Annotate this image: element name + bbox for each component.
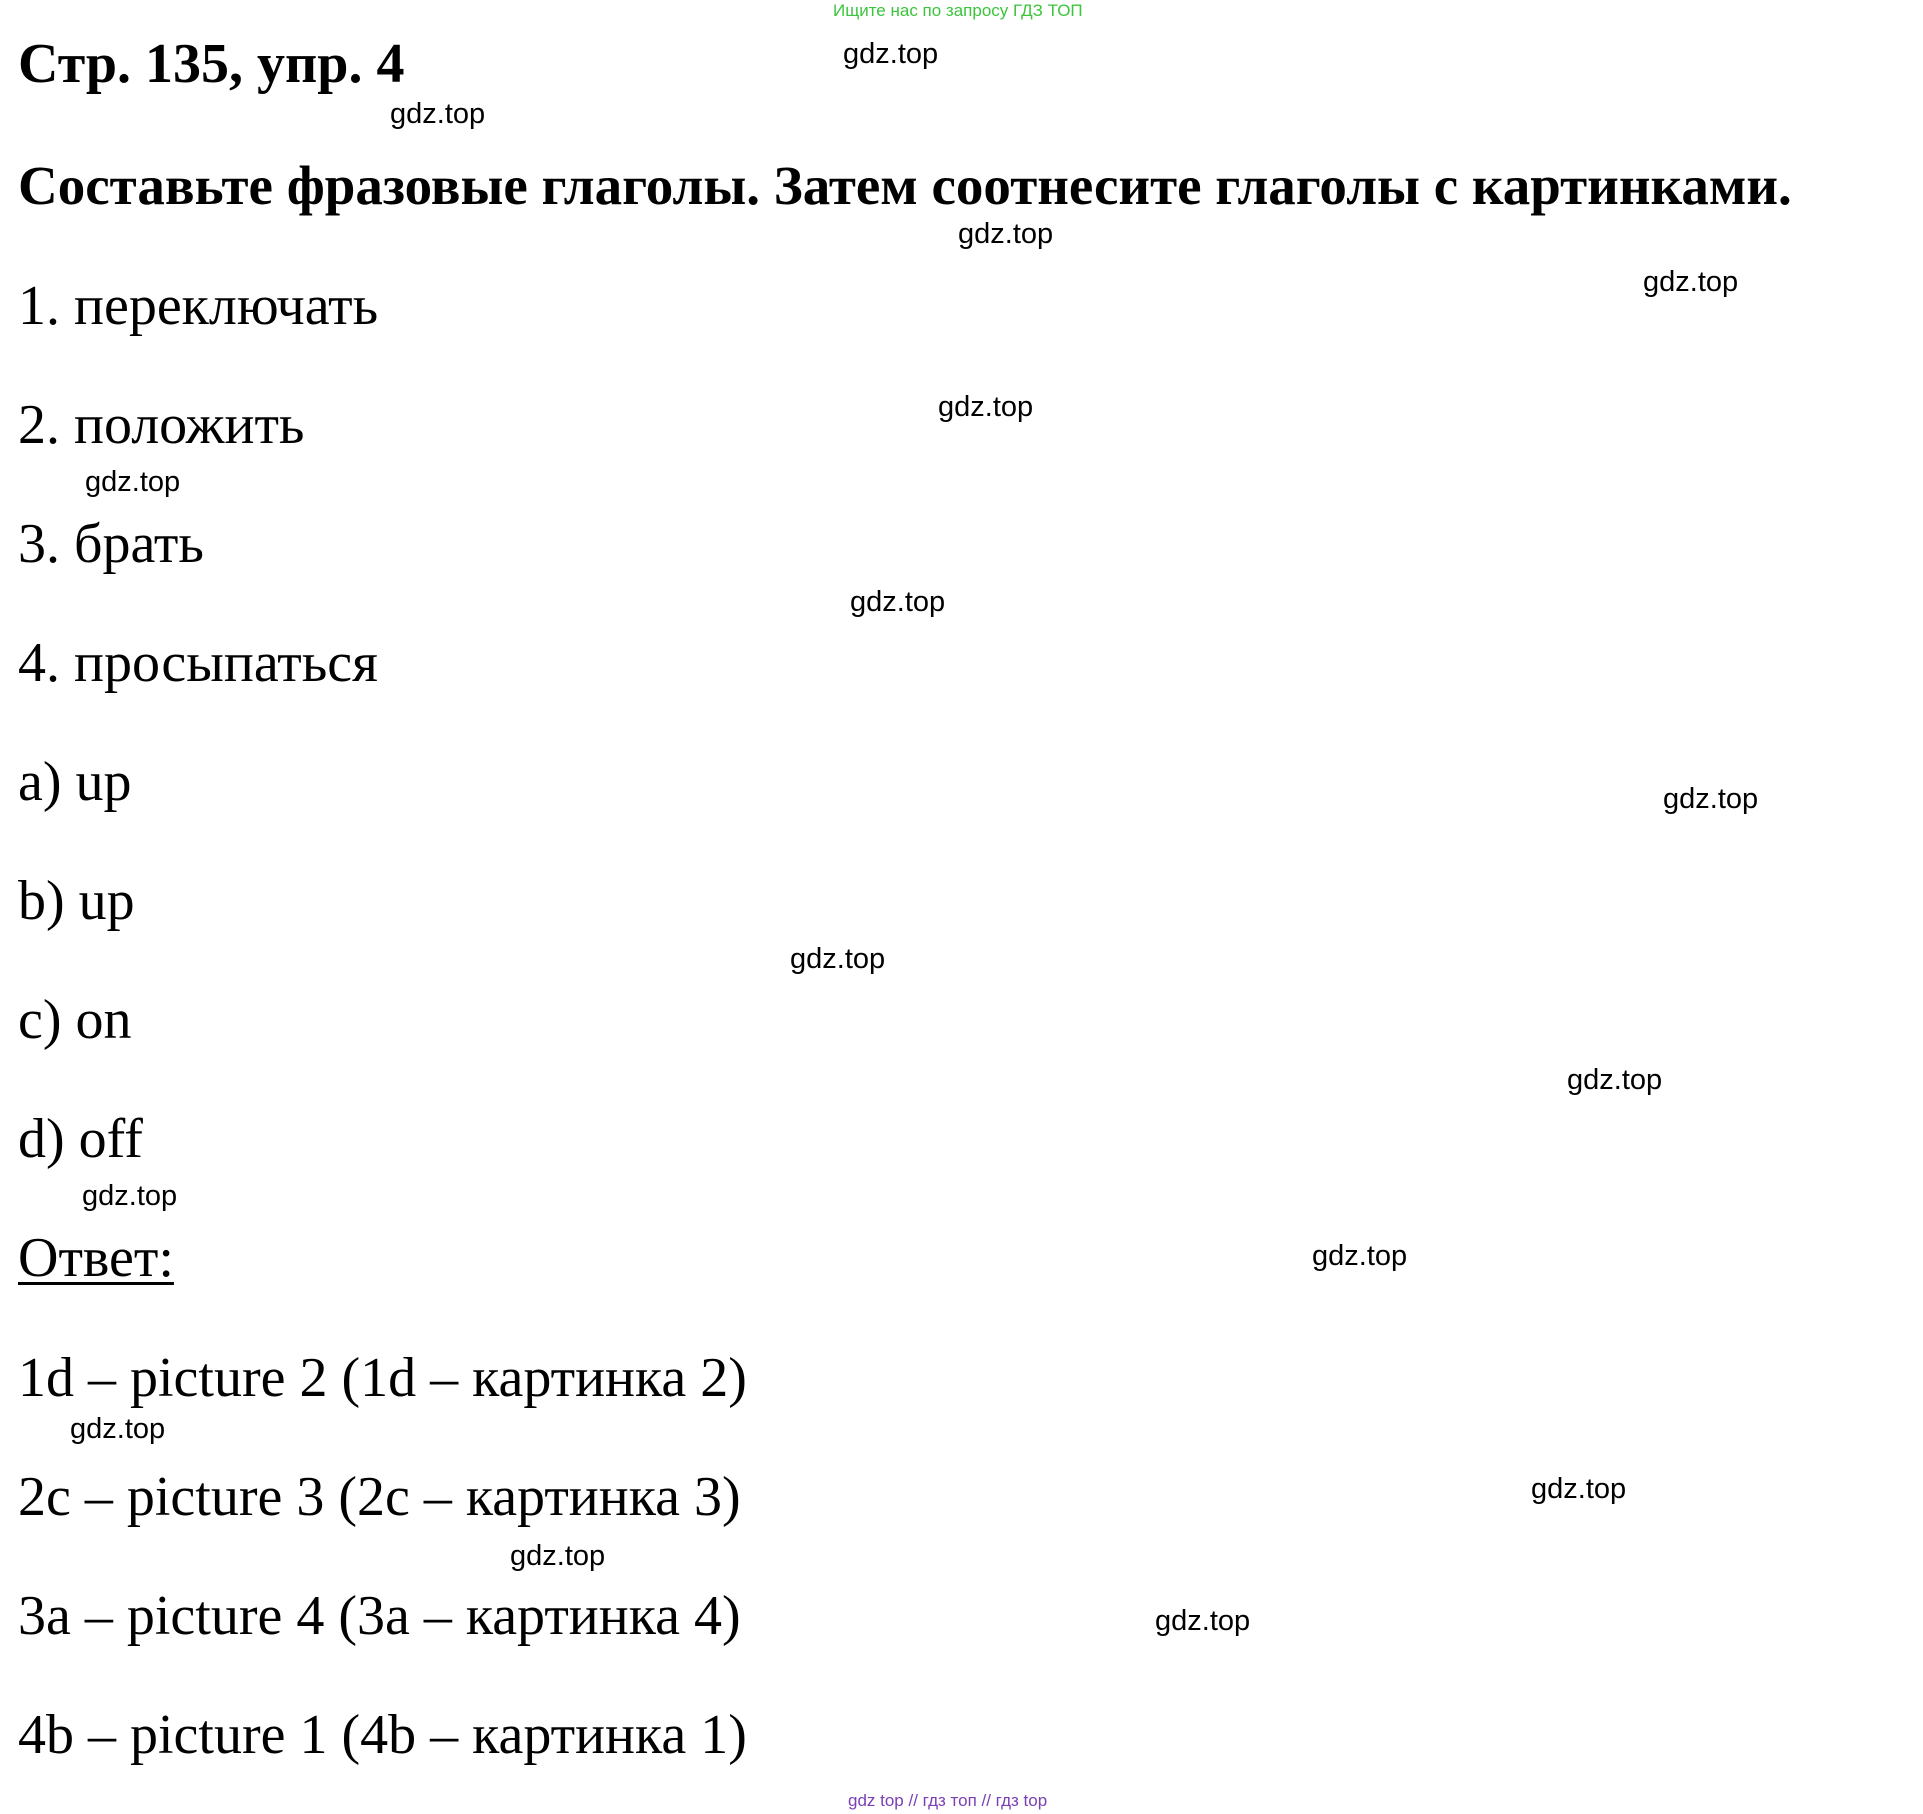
watermark: gdz.top <box>1643 266 1739 298</box>
particle-item: d) off <box>18 1108 143 1170</box>
answer-heading: Ответ: <box>18 1227 174 1289</box>
particle-item: a) up <box>18 751 132 813</box>
watermark: gdz.top <box>1531 1473 1627 1505</box>
particle-item: b) up <box>18 870 135 932</box>
top-banner: Ищите нас по запросу ГДЗ ТОП <box>833 1 1083 20</box>
watermark: gdz.top <box>790 943 886 975</box>
watermark: gdz.top <box>70 1413 166 1445</box>
watermark: gdz.top <box>850 586 946 618</box>
particle-item: c) on <box>18 989 132 1051</box>
bottom-banner: gdz top // гдз топ // гдз top <box>848 1791 1048 1810</box>
verb-item: 3. брать <box>18 513 204 575</box>
verb-item: 2. положить <box>18 394 305 456</box>
page-title: Стр. 135, упр. 4 <box>18 33 405 95</box>
verb-item: 4. просыпаться <box>18 632 378 694</box>
watermark: gdz.top <box>85 466 181 498</box>
watermark: gdz.top <box>958 218 1054 250</box>
watermark: gdz.top <box>1663 783 1759 815</box>
watermark: gdz.top <box>390 98 486 130</box>
watermark: gdz.top <box>82 1180 178 1212</box>
watermark: gdz.top <box>843 38 939 70</box>
watermark: gdz.top <box>938 391 1034 423</box>
verb-item: 1. переключать <box>18 275 379 337</box>
answer-line: 2c – picture 3 (2c – картинка 3) <box>18 1466 741 1528</box>
answer-line: 1d – picture 2 (1d – картинка 2) <box>18 1347 747 1409</box>
watermark: gdz.top <box>510 1540 606 1572</box>
watermark: gdz.top <box>1155 1605 1251 1637</box>
answer-line: 4b – picture 1 (4b – картинка 1) <box>18 1704 747 1766</box>
watermark: gdz.top <box>1312 1240 1408 1272</box>
watermark: gdz.top <box>1567 1064 1663 1096</box>
answer-line: 3a – picture 4 (3a – картинка 4) <box>18 1585 741 1647</box>
exercise-instruction: Составьте фразовые глаголы. Затем соотнесите глаголы с картинками. <box>18 155 1792 216</box>
